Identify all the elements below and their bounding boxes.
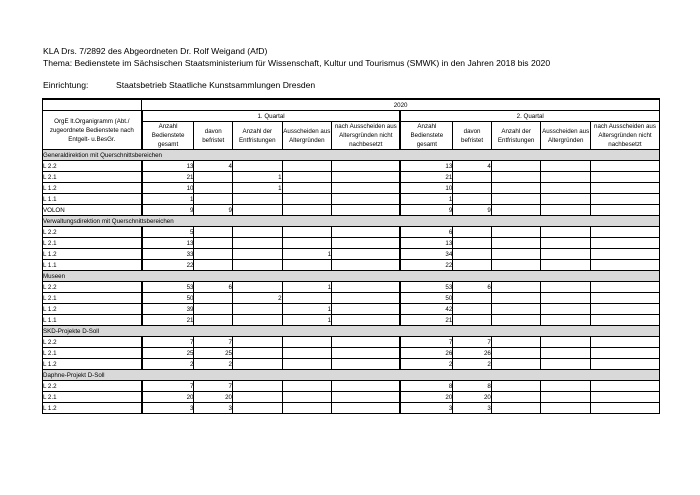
value-cell (453, 249, 492, 260)
value-cell: 1 (282, 304, 332, 315)
value-cell (233, 403, 283, 414)
pay-grade-label: VOLON (43, 205, 142, 216)
section-row (43, 326, 660, 337)
table-row (43, 227, 660, 238)
value-cell (332, 315, 401, 326)
table-row (43, 238, 660, 249)
pay-grade-label: L 1.2 (43, 249, 142, 260)
value-cell (453, 172, 492, 183)
year-row (43, 99, 660, 111)
institution-label: Einrichtung: (43, 80, 89, 90)
value-cell (453, 194, 492, 205)
value-cell: 1 (233, 172, 283, 183)
value-cell: 20 (194, 392, 233, 403)
staff-table (42, 98, 660, 414)
value-cell (590, 227, 659, 238)
value-cell (233, 249, 283, 260)
value-cell (541, 183, 591, 194)
value-cell: 6 (453, 282, 492, 293)
value-cell (541, 260, 591, 271)
value-cell: 21 (400, 172, 452, 183)
value-cell (453, 227, 492, 238)
quarter-1-header: 1. Quartal (142, 111, 401, 122)
value-cell (590, 403, 659, 414)
value-cell (194, 227, 233, 238)
value-cell: 9 (400, 205, 452, 216)
value-cell (453, 238, 492, 249)
value-cell (541, 403, 591, 414)
value-cell (194, 183, 233, 194)
value-cell: 3 (400, 403, 452, 414)
value-cell: 9 (194, 205, 233, 216)
column-header: nach Ausscheiden aus Altersgründen nicht nachbesetzt (590, 122, 659, 150)
value-cell (491, 172, 541, 183)
value-cell (590, 194, 659, 205)
value-cell (541, 392, 591, 403)
value-cell (233, 381, 283, 392)
table-body (43, 99, 660, 414)
value-cell: 26 (400, 348, 452, 359)
value-cell (282, 381, 332, 392)
value-cell (282, 227, 332, 238)
value-cell (233, 205, 283, 216)
value-cell: 1 (282, 249, 332, 260)
section-title: SKD-Projekte D-Soll (43, 326, 660, 337)
column-header: Anzahl Bedienstete gesamt (400, 122, 452, 150)
value-cell (282, 194, 332, 205)
institution-name: Staatsbetrieb Staatliche Kunstsammlungen Dresden (116, 80, 316, 90)
value-cell (332, 249, 401, 260)
value-cell (491, 315, 541, 326)
value-cell: 22 (142, 260, 194, 271)
value-cell (332, 337, 401, 348)
value-cell: 2 (400, 359, 452, 370)
column-header: davon befristet (453, 122, 492, 150)
value-cell (491, 260, 541, 271)
value-cell (590, 304, 659, 315)
pay-grade-label: L 1.2 (43, 403, 142, 414)
value-cell (332, 238, 401, 249)
pay-grade-label: L 1.2 (43, 359, 142, 370)
table-row (43, 359, 660, 370)
pay-grade-label: L 1.1 (43, 194, 142, 205)
value-cell (233, 304, 283, 315)
table-row (43, 282, 660, 293)
value-cell (233, 260, 283, 271)
value-cell: 10 (400, 183, 452, 194)
section-title: Museen (43, 271, 660, 282)
table-row (43, 293, 660, 304)
value-cell (332, 392, 401, 403)
value-cell (332, 161, 401, 172)
value-cell (194, 304, 233, 315)
column-header: nach Ausscheiden aus Altersgründen nicht nachbesetzt (332, 122, 401, 150)
value-cell (590, 161, 659, 172)
value-cell: 53 (400, 282, 452, 293)
value-cell (491, 392, 541, 403)
value-cell (332, 293, 401, 304)
section-row (43, 150, 660, 161)
value-cell (590, 183, 659, 194)
table-row (43, 337, 660, 348)
section-title: Verwaltungsdirektion mit Querschnittsbereichen (43, 216, 660, 227)
value-cell: 7 (400, 337, 452, 348)
value-cell (282, 205, 332, 216)
pay-grade-label: L 2.2 (43, 381, 142, 392)
value-cell (282, 238, 332, 249)
table-row (43, 205, 660, 216)
value-cell: 1 (400, 194, 452, 205)
table-row (43, 392, 660, 403)
value-cell (332, 348, 401, 359)
value-cell (541, 194, 591, 205)
value-cell: 21 (142, 172, 194, 183)
value-cell (491, 249, 541, 260)
column-header: Anzahl der Entfristungen (233, 122, 283, 150)
quarter-2-header: 2. Quartal (400, 111, 659, 122)
value-cell (194, 260, 233, 271)
value-cell (332, 359, 401, 370)
value-cell: 2 (453, 359, 492, 370)
value-cell: 10 (142, 183, 194, 194)
value-cell (233, 337, 283, 348)
value-cell: 21 (400, 315, 452, 326)
value-cell: 1 (233, 183, 283, 194)
value-cell: 9 (453, 205, 492, 216)
pay-grade-label: L 2.2 (43, 227, 142, 238)
value-cell (332, 194, 401, 205)
value-cell: 20 (400, 392, 452, 403)
value-cell: 22 (400, 260, 452, 271)
column-header: davon befristet (194, 122, 233, 150)
value-cell: 9 (142, 205, 194, 216)
value-cell (282, 293, 332, 304)
value-cell (590, 315, 659, 326)
value-cell (541, 205, 591, 216)
table-row (43, 161, 660, 172)
value-cell (233, 348, 283, 359)
value-cell (332, 304, 401, 315)
table-row (43, 260, 660, 271)
table-row (43, 249, 660, 260)
value-cell: 3 (194, 403, 233, 414)
pay-grade-label: L 1.2 (43, 183, 142, 194)
table-row (43, 381, 660, 392)
value-cell (491, 348, 541, 359)
value-cell (453, 315, 492, 326)
value-cell: 1 (142, 194, 194, 205)
value-cell: 7 (194, 381, 233, 392)
pay-grade-label: L 2.2 (43, 282, 142, 293)
value-cell (233, 359, 283, 370)
pay-grade-label: L 1.1 (43, 315, 142, 326)
value-cell (282, 403, 332, 414)
value-cell (194, 293, 233, 304)
value-cell: 50 (400, 293, 452, 304)
pay-grade-label: L 2.1 (43, 392, 142, 403)
value-cell: 6 (400, 227, 452, 238)
value-cell (491, 238, 541, 249)
column-header: Anzahl Bedienstete gesamt (142, 122, 194, 150)
org-header: OrgE lt.Organigramm (Abt./ zugeordnete Bedienstete nach Entgelt- u.BesGr. (43, 111, 142, 150)
value-cell (590, 238, 659, 249)
value-cell (453, 304, 492, 315)
value-cell: 4 (453, 161, 492, 172)
value-cell (282, 172, 332, 183)
value-cell: 7 (142, 337, 194, 348)
pay-grade-label: L 1.1 (43, 260, 142, 271)
value-cell (541, 293, 591, 304)
value-cell: 6 (194, 282, 233, 293)
value-cell (491, 403, 541, 414)
value-cell (590, 337, 659, 348)
value-cell (590, 205, 659, 216)
column-header: Ausscheiden aus Altergründen (282, 122, 332, 150)
value-cell (491, 183, 541, 194)
value-cell (282, 161, 332, 172)
value-cell (332, 227, 401, 238)
value-cell (282, 359, 332, 370)
value-cell: 1 (282, 282, 332, 293)
value-cell: 26 (453, 348, 492, 359)
year-header: 2020 (142, 99, 660, 111)
value-cell (453, 260, 492, 271)
value-cell (541, 238, 591, 249)
table-row (43, 183, 660, 194)
value-cell (233, 238, 283, 249)
value-cell (233, 282, 283, 293)
value-cell: 3 (142, 403, 194, 414)
value-cell (491, 161, 541, 172)
value-cell: 25 (194, 348, 233, 359)
value-cell: 4 (194, 161, 233, 172)
value-cell (194, 172, 233, 183)
section-title: Generaldirektion mit Querschnittsbereichen (43, 150, 660, 161)
value-cell: 13 (142, 238, 194, 249)
value-cell (282, 348, 332, 359)
value-cell (491, 381, 541, 392)
value-cell (194, 315, 233, 326)
value-cell (491, 293, 541, 304)
value-cell (541, 315, 591, 326)
section-title: Daphne-Projekt D-Soll (43, 370, 660, 381)
table-row (43, 172, 660, 183)
value-cell (541, 348, 591, 359)
value-cell (590, 348, 659, 359)
value-cell: 33 (142, 249, 194, 260)
value-cell (233, 315, 283, 326)
document-reference: KLA Drs. 7/2892 des Abgeordneten Dr. Rolf Weigand (AfD) (43, 46, 268, 56)
value-cell: 1 (282, 315, 332, 326)
value-cell: 50 (142, 293, 194, 304)
value-cell (590, 381, 659, 392)
section-row (43, 271, 660, 282)
pay-grade-label: L 2.1 (43, 238, 142, 249)
table-row (43, 348, 660, 359)
pay-grade-label: L 2.2 (43, 161, 142, 172)
table-row (43, 194, 660, 205)
value-cell: 7 (142, 381, 194, 392)
value-cell (541, 172, 591, 183)
value-cell: 7 (194, 337, 233, 348)
value-cell: 7 (453, 337, 492, 348)
value-cell: 2 (233, 293, 283, 304)
value-cell (282, 260, 332, 271)
value-cell (590, 392, 659, 403)
value-cell (590, 359, 659, 370)
value-cell (233, 194, 283, 205)
value-cell (491, 337, 541, 348)
value-cell (590, 249, 659, 260)
table-row (43, 304, 660, 315)
value-cell (541, 282, 591, 293)
value-cell (590, 282, 659, 293)
value-cell (541, 249, 591, 260)
value-cell (491, 282, 541, 293)
section-row (43, 370, 660, 381)
value-cell (194, 194, 233, 205)
document-topic: Thema: Bedienstete im Sächsischen Staatsministerium für Wissenschaft, Kultur und Tourismus (SMWK) in den Jahren 2018 bis 2020 (43, 58, 551, 68)
value-cell (541, 381, 591, 392)
value-cell (453, 183, 492, 194)
value-cell (332, 282, 401, 293)
pay-grade-label: L 1.2 (43, 304, 142, 315)
column-header: Anzahl der Entfristungen (491, 122, 541, 150)
value-cell (194, 249, 233, 260)
value-cell: 20 (453, 392, 492, 403)
value-cell: 53 (142, 282, 194, 293)
value-cell (332, 172, 401, 183)
value-cell: 13 (142, 161, 194, 172)
value-cell: 13 (400, 238, 452, 249)
pay-grade-label: L 2.2 (43, 337, 142, 348)
pay-grade-label: L 2.1 (43, 172, 142, 183)
value-cell: 25 (142, 348, 194, 359)
value-cell (332, 183, 401, 194)
pay-grade-label: L 2.1 (43, 348, 142, 359)
value-cell (541, 337, 591, 348)
value-cell (332, 260, 401, 271)
value-cell (332, 205, 401, 216)
value-cell: 8 (453, 381, 492, 392)
value-cell (491, 359, 541, 370)
value-cell (541, 227, 591, 238)
value-cell (491, 194, 541, 205)
value-cell (491, 227, 541, 238)
value-cell: 34 (400, 249, 452, 260)
value-cell (282, 337, 332, 348)
value-cell: 5 (142, 227, 194, 238)
value-cell (491, 304, 541, 315)
value-cell (541, 304, 591, 315)
value-cell (282, 392, 332, 403)
value-cell: 13 (400, 161, 452, 172)
column-header: Ausscheiden aus Altergründen (541, 122, 591, 150)
value-cell: 39 (142, 304, 194, 315)
value-cell: 42 (400, 304, 452, 315)
value-cell (491, 205, 541, 216)
value-cell (233, 161, 283, 172)
table-row (43, 403, 660, 414)
value-cell (590, 172, 659, 183)
value-cell: 2 (142, 359, 194, 370)
pay-grade-label: L 2.1 (43, 293, 142, 304)
value-cell (453, 293, 492, 304)
value-cell (590, 293, 659, 304)
value-cell: 21 (142, 315, 194, 326)
value-cell (233, 227, 283, 238)
value-cell (332, 381, 401, 392)
value-cell: 20 (142, 392, 194, 403)
value-cell (194, 238, 233, 249)
quarter-row (43, 111, 660, 122)
value-cell (541, 359, 591, 370)
value-cell (282, 183, 332, 194)
value-cell: 2 (194, 359, 233, 370)
value-cell (332, 403, 401, 414)
section-row (43, 216, 660, 227)
value-cell (233, 392, 283, 403)
value-cell (590, 260, 659, 271)
value-cell: 8 (400, 381, 452, 392)
value-cell (541, 161, 591, 172)
value-cell: 3 (453, 403, 492, 414)
table-row (43, 315, 660, 326)
